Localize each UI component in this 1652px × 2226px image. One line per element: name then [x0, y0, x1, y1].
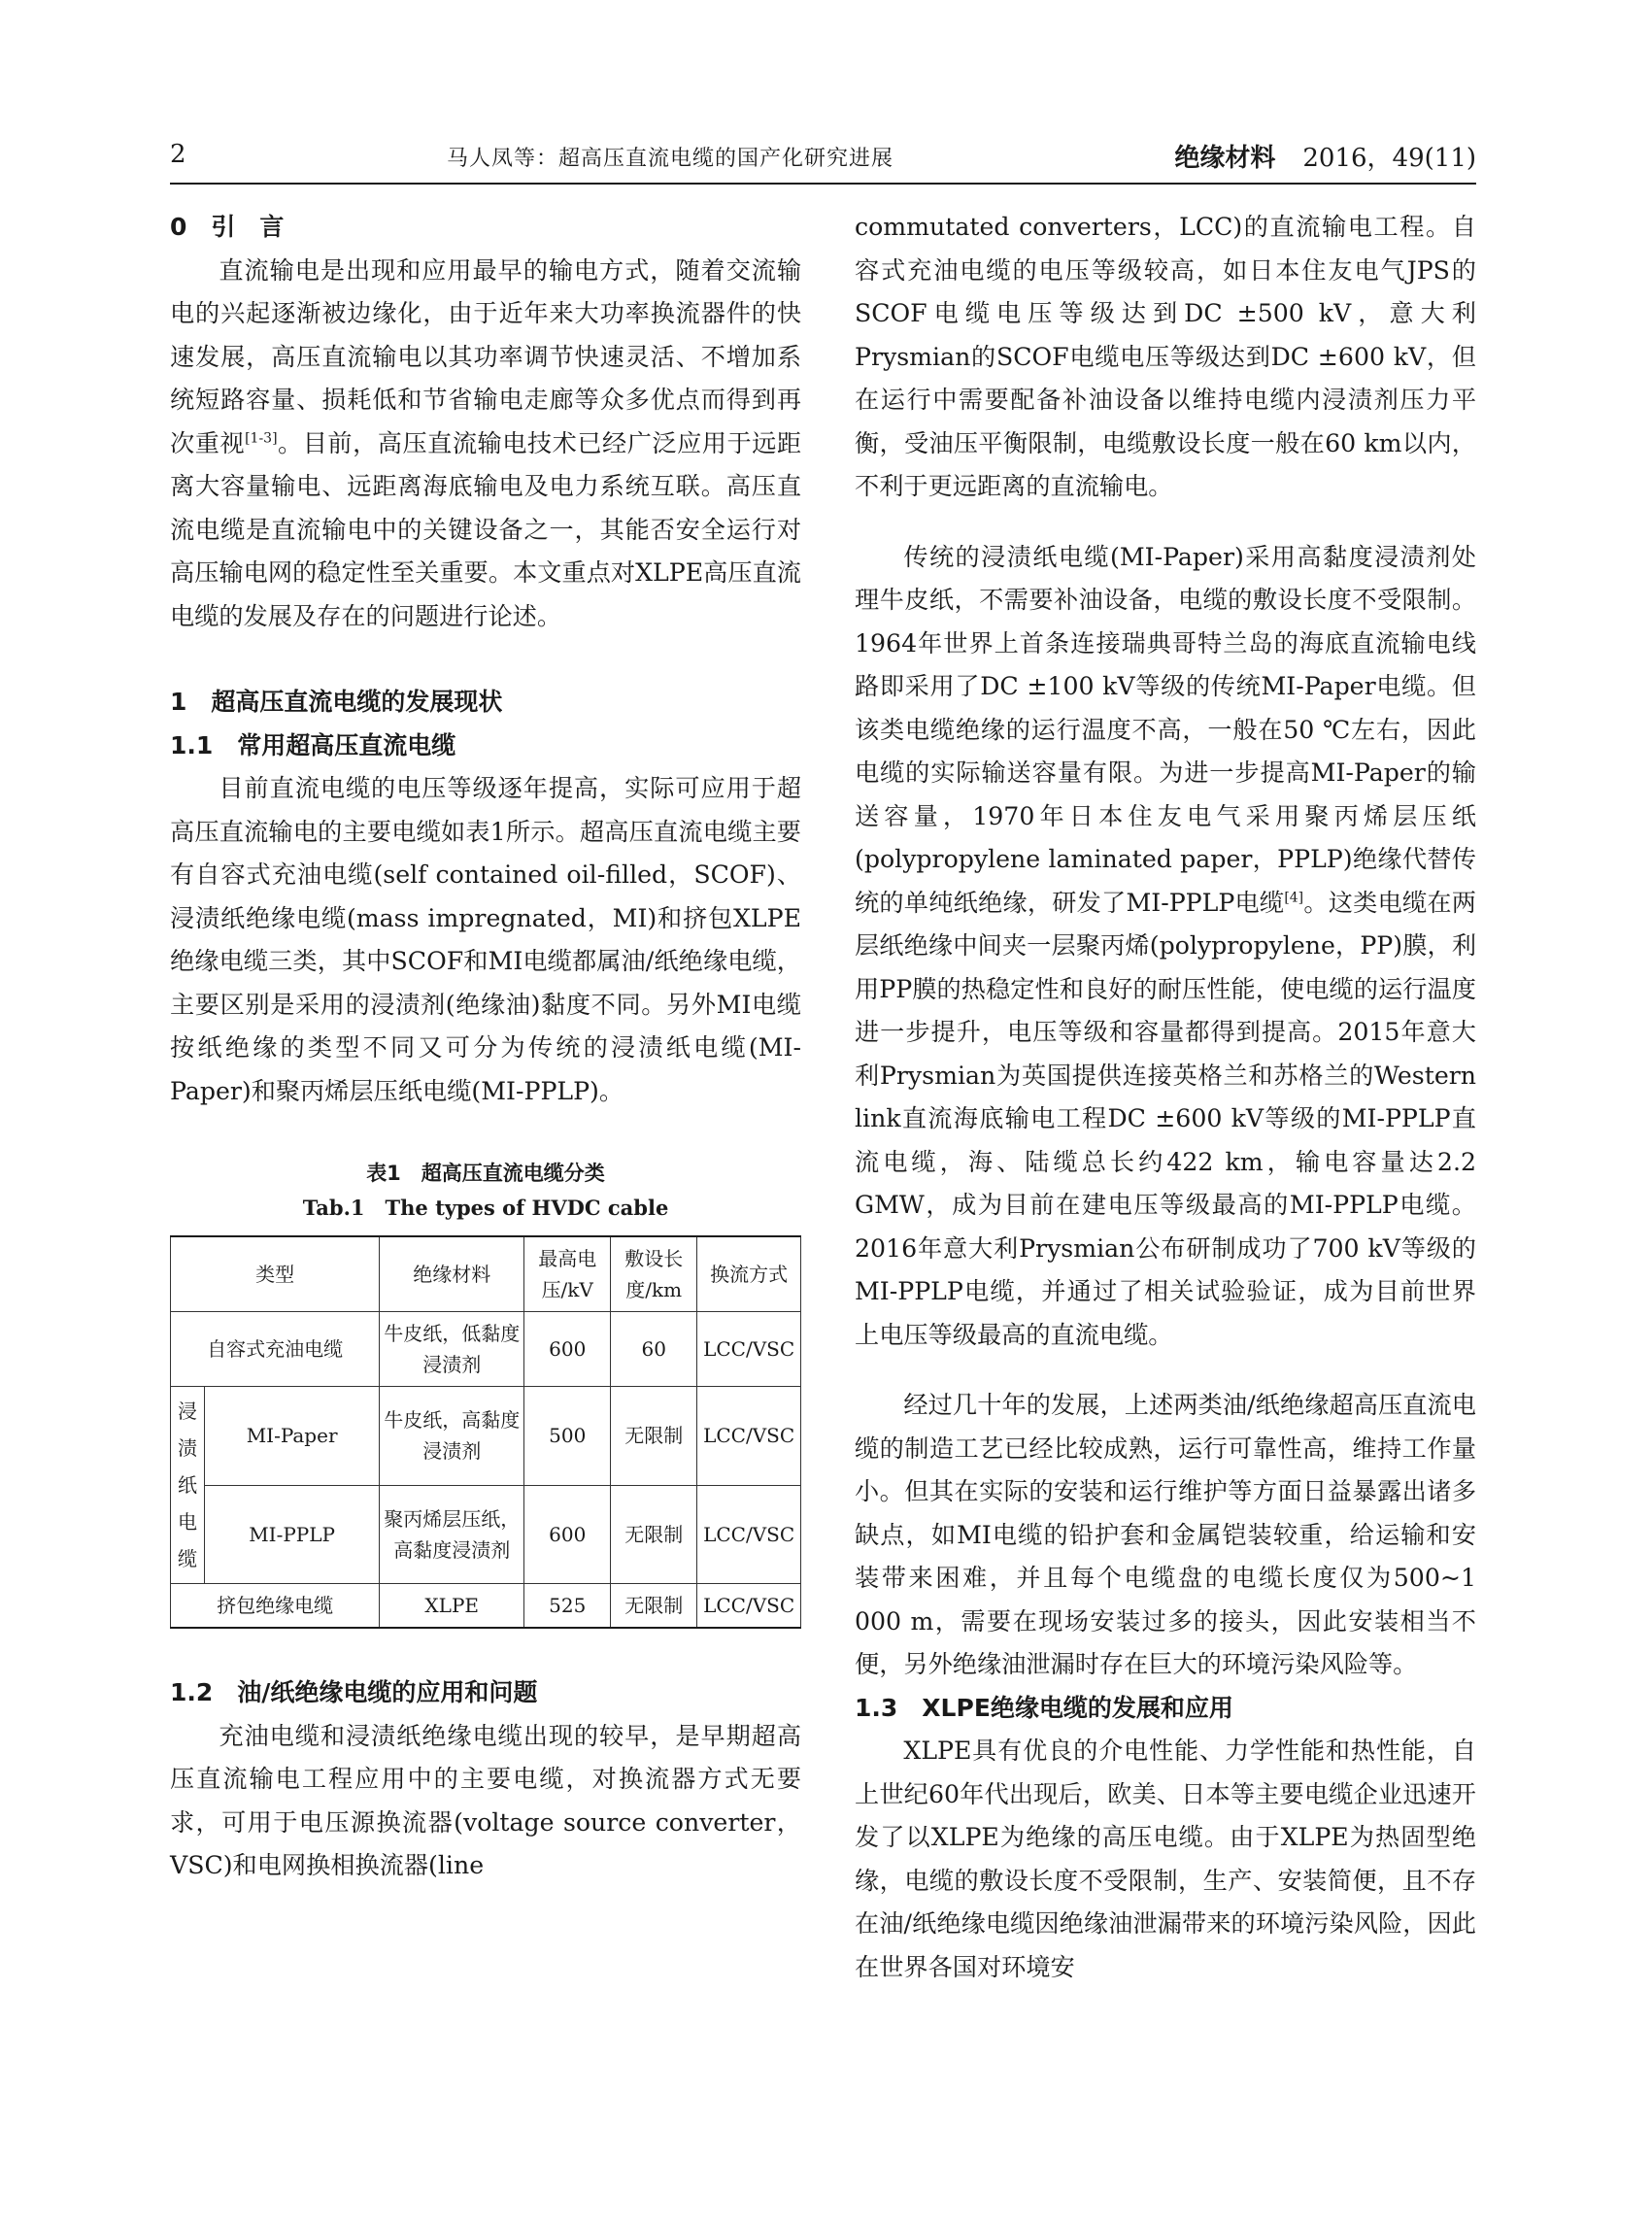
- cell-converter: LCC/VSC: [697, 1387, 801, 1486]
- right-column: [855, 206, 1476, 1989]
- subsection-1-2-paragraph: 充油电缆和浸渍纸绝缘电缆出现的较早，是早期超高压直流输电工程应用中的主要电缆，对换流器方式无要求，可用于电压源换流器(voltage source converter，VSC)和电网换相换流器(line: [170, 1721, 801, 1879]
- section1-heading: 1 超高压直流电缆的发展现状: [170, 688, 503, 716]
- left-column: [170, 206, 801, 1888]
- cell-converter: LCC/VSC: [697, 1312, 801, 1387]
- cell-length: 无限制: [611, 1584, 697, 1629]
- table-header-row: [171, 1236, 801, 1312]
- subsection-1-3-heading: 1.3 XLPE绝缘电缆的发展和应用: [855, 1693, 1233, 1722]
- cell-length: 无限制: [611, 1387, 697, 1486]
- cell-converter: LCC/VSC: [697, 1485, 801, 1584]
- citation-ref: [4]: [1284, 890, 1304, 906]
- cell-voltage: 600: [524, 1485, 611, 1584]
- cell-voltage: 525: [524, 1584, 611, 1629]
- intro-paragraph: [170, 250, 801, 639]
- cell-material: 牛皮纸，低黏度浸渍剂: [380, 1312, 524, 1387]
- header-converter: 换流方式: [697, 1236, 801, 1312]
- intro-heading: 0 引 言: [170, 213, 285, 241]
- mi-paper-text-b: 。这类电缆在两层纸绝缘中间夹一层聚丙烯(polypropylene，PP)膜，利用PP膜的热稳定性和良好的耐压性能，使电缆的运行温度进一步提升，电压等级和容量都得到提高。2015年意大利Prysmian为英国提供连接英格兰和苏格兰的Western link直流海底输电工程DC ±600 kV等级的MI-PPLP直流电缆，海、陆缆总长约422 km，输电容量达2.2 GMW，成为目前在建电压等级最高的MI-PPLP电缆。2016年意大利Prysmian公布研制成功了700 kV等级的MI-PPLP电缆，并通过了相关试验验证，成为目前世界上电压等级最高的直流电缆。: [855, 888, 1476, 1349]
- running-title: 马人凤等：超高压直流电缆的国产化研究进展: [447, 147, 894, 171]
- cell-voltage: 600: [524, 1312, 611, 1387]
- cell-length: 无限制: [611, 1485, 697, 1584]
- table-row: [171, 1584, 801, 1629]
- table-caption-en: Tab.1 The types of HVDC cable: [302, 1196, 669, 1220]
- header-length: 敷设长度/km: [611, 1236, 697, 1312]
- subsection-1-2-paragraph-cont: commutated converters，LCC)的直流输电工程。自容式充油电缆的电压等级较高，如日本住友电气JPS的SCOF电缆电压等级达到DC ±500 kV，意大利Prysmian的SCOF电缆电压等级达到DC ±600 kV，但在运行中需要配备补油设备以维持电缆内浸渍剂压力平衡，受油压平衡限制，电缆敷设长度一般在60 km以内，不利于更远距离的直流输电。: [855, 213, 1476, 500]
- table-row: [171, 1485, 801, 1584]
- cell-type: MI-Paper: [205, 1387, 380, 1486]
- mi-paper-paragraph: [855, 536, 1476, 1358]
- cell-converter: LCC/VSC: [697, 1584, 801, 1629]
- subsection-1-1-paragraph: 目前直流电缆的电压等级逐年提高，实际可应用于超高压直流输电的主要电缆如表1所示。超高压直流电缆主要有自容式充油电缆(self contained oil-filled，SCOF)、浸渍纸绝缘电缆(mass impregnated，MI)和挤包XLPE绝缘电缆三类，其中SCOF和MI电缆都属油/纸绝缘电缆，主要区别是采用的浸渍剂(绝缘油)黏度不同。另外MI电缆按纸绝缘的类型不同又可分为传统的浸渍纸电缆(MI-Paper)和聚丙烯层压纸电缆(MI-PPLP)。: [170, 774, 801, 1105]
- cell-material: XLPE: [380, 1584, 524, 1629]
- page-header: [170, 134, 1476, 185]
- cell-type: MI-PPLP: [205, 1485, 380, 1584]
- cell-type: 挤包绝缘电缆: [171, 1584, 380, 1629]
- oil-paper-issues-paragraph: 经过几十年的发展，上述两类油/纸绝缘超高压直流电缆的制造工艺已经比较成熟，运行可靠性高，维持工作量小。但其在实际的安装和运行维护等方面日益暴露出诸多缺点，如MI电缆的铅护套和金属铠装较重，给运输和安装带来困难，并且每个电缆盘的电缆长度仅为500~1 000 m，需要在现场安装过多的接头，因此安装相当不便，另外绝缘油泄漏时存在巨大的环境污染风险等。: [855, 1391, 1476, 1678]
- subsection-1-3-paragraph: XLPE具有优良的介电性能、力学性能和热性能，自上世纪60年代出现后，欧美、日本等主要电缆企业迅速开发了以XLPE为绝缘的高压电缆。由于XLPE为热固型绝缘，电缆的敷设长度不受限制，生产、安装简便，且不存在油/纸绝缘电缆因绝缘油泄漏带来的环境污染风险，因此在世界各国对环境安: [855, 1737, 1476, 1981]
- page-number: 2: [170, 140, 186, 169]
- header-type: 类型: [171, 1236, 380, 1312]
- journal-name: 绝缘材料: [1174, 144, 1276, 173]
- cell-material: 聚丙烯层压纸，高黏度浸渍剂: [380, 1485, 524, 1584]
- cell-length: 60: [611, 1312, 697, 1387]
- intro-text-a: 直流输电是出现和应用最早的输电方式，随着交流输电的兴起逐渐被边缘化，由于近年来大功率换流器件的快速发展，高压直流输电以其功率调节快速灵活、不增加系统短路容量、损耗低和节省输电走廊等众多优点而得到再次重视: [170, 255, 801, 457]
- subsection-1-1-heading: 1.1 常用超高压直流电缆: [170, 730, 456, 759]
- header-voltage: 最高电压/kV: [524, 1236, 611, 1312]
- table-row: [171, 1387, 801, 1486]
- table-row: [171, 1312, 801, 1387]
- cable-types-table: [170, 1235, 801, 1629]
- cell-material: 牛皮纸，高黏度浸渍剂: [380, 1387, 524, 1486]
- cell-group-mi: 浸渍纸电缆: [171, 1387, 205, 1584]
- citation-ref: [1-3]: [245, 430, 278, 447]
- subsection-1-2-heading: 1.2 油/纸绝缘电缆的应用和问题: [170, 1678, 538, 1706]
- cell-type: 自容式充油电缆: [171, 1312, 380, 1387]
- header-material: 绝缘材料: [380, 1236, 524, 1312]
- cell-voltage: 500: [524, 1387, 611, 1486]
- table-caption-cn: 表1 超高压直流电缆分类: [366, 1162, 605, 1185]
- mi-paper-text-a: 传统的浸渍纸电缆(MI-Paper)采用高黏度浸渍剂处理牛皮纸，不需要补油设备，电缆的敷设长度不受限制。1964年世界上首条连接瑞典哥特兰岛的海底直流输电线路即采用了DC ±100 kV等级的传统MI-Paper电缆。但该类电缆绝缘的运行温度不高，一般在50 ℃左右，因此电缆的实际输送容量有限。为进一步提高MI-Paper的输送容量，1970年日本住友电气采用聚丙烯层压纸(polypropylene laminated paper，PPLP)绝缘代替传统的单纯纸绝缘，研发了MI-PPLP电缆: [855, 542, 1476, 917]
- intro-text-b: 。目前，高压直流输电技术已经广泛应用于远距离大容量输电、远距离海底输电及电力系统互联。高压直流电缆是直流输电中的关键设备之一，其能否安全运行对高压输电网的稳定性至关重要。本文重点对XLPE高压直流电缆的发展及存在的问题进行论述。: [170, 428, 802, 630]
- journal-issue: 2016，49(11): [1302, 144, 1476, 173]
- journal-info: [1174, 138, 1476, 174]
